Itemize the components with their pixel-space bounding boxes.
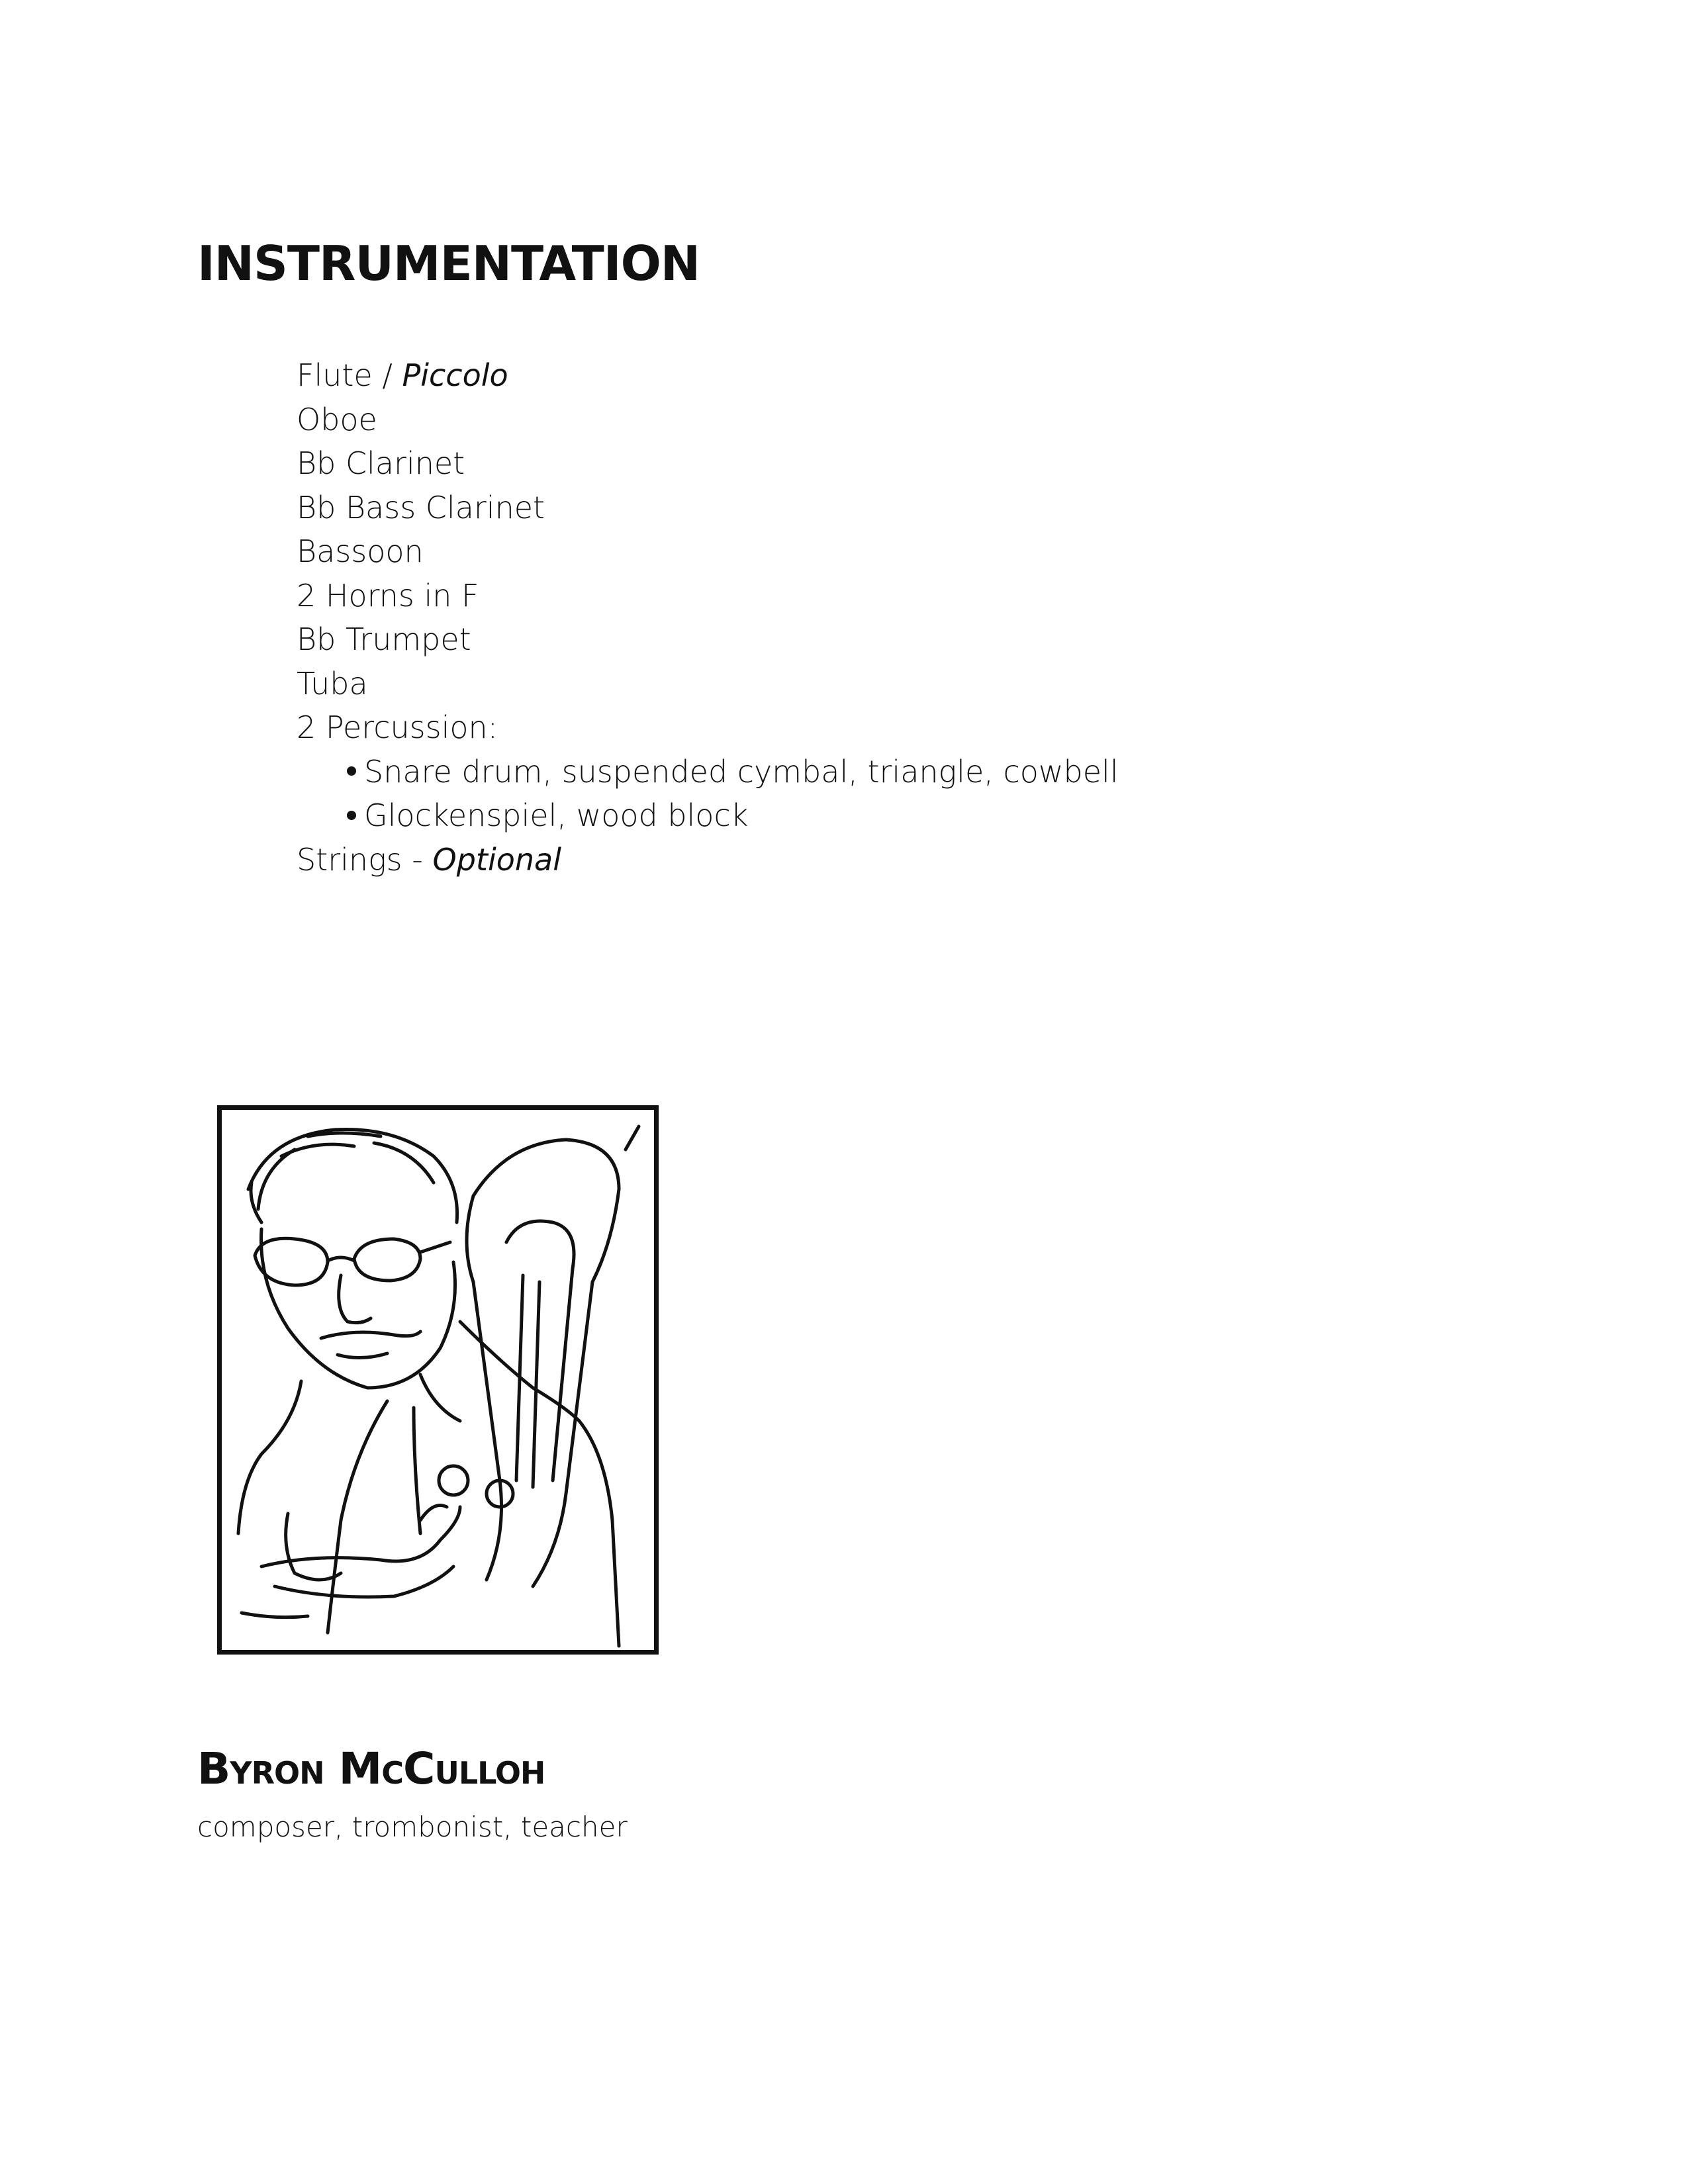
bullet-icon (347, 766, 356, 776)
composer-name: Byron McCulloh (197, 1743, 545, 1794)
instrument-list (297, 353, 1119, 882)
instrument-name: Tuba (297, 665, 368, 702)
instrument-name: Bb Bass Clarinet (297, 489, 545, 525)
instrument-name: 2 Horns in F (297, 577, 479, 614)
instrument-name: Oboe (297, 401, 377, 437)
section-title: INSTRUMENTATION (197, 236, 700, 291)
composer-role: composer, trombonist, teacher (197, 1811, 628, 1843)
instrument-item (297, 705, 1119, 838)
bullet-icon (347, 811, 356, 820)
percussion-list (297, 750, 1119, 838)
instrument-item (297, 398, 1119, 442)
instrument-item (297, 838, 1119, 882)
instrument-name: Flute / (297, 357, 402, 393)
instrument-name: Bb Trumpet (297, 621, 471, 657)
instrument-item (297, 441, 1119, 486)
portrait-drawing (222, 1110, 654, 1650)
instrument-name: Bb Clarinet (297, 445, 465, 481)
instrument-name: 2 Percussion: (297, 709, 498, 745)
instrument-item (297, 529, 1119, 574)
instrument-item (297, 486, 1119, 530)
instrument-alt: Piccolo (402, 357, 508, 393)
percussion-text: Glockenspiel, wood block (364, 797, 749, 833)
instrument-item (297, 574, 1119, 618)
instrument-item (297, 662, 1119, 706)
instrument-item (297, 617, 1119, 662)
instrument-name: Strings - (297, 841, 433, 878)
instrument-name: Bassoon (297, 533, 424, 569)
instrument-note: Optional (432, 841, 561, 878)
composer-portrait (217, 1105, 659, 1655)
instrument-item (297, 353, 1119, 398)
percussion-item (347, 750, 1119, 794)
percussion-text: Snare drum, suspended cymbal, triangle, cowbell (364, 753, 1119, 790)
percussion-item (347, 794, 1119, 838)
